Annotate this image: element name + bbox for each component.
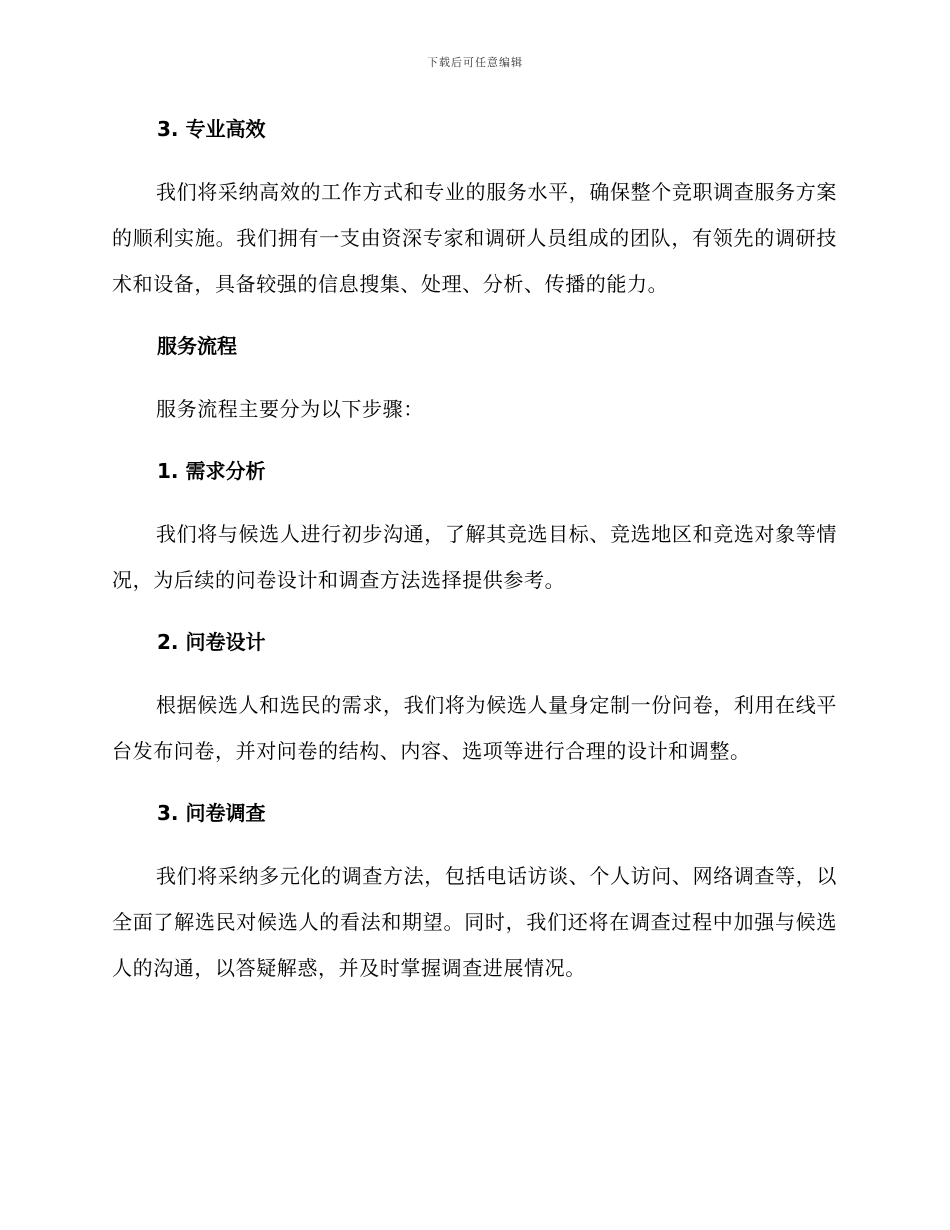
header-note: 下载后可任意编辑: [427, 56, 523, 69]
section-heading-questionnaire-design: 2. 问卷设计: [157, 630, 266, 654]
section-paragraph-service-process: 服务流程主要分为以下步骤：: [156, 397, 424, 421]
section-paragraph-questionnaire-design: 根据候选人和选民的需求，我们将为候选人量身定制一份问卷，利用在线平台发布问卷，并对问卷的结构、内容、选项等进行合理的设计和调整。: [112, 693, 837, 763]
section-paragraph-questionnaire-survey: 我们将采纳多元化的调查方法，包括电话访谈、个人访问、网络调查等，以全面了解选民对候选人的看法和期望。同时，我们还将在调查过程中加强与候选人的沟通，以答疑解惑，并及时掌握调查进展情况。: [112, 864, 837, 980]
section-paragraph-professional: 我们将采纳高效的工作方式和专业的服务水平，确保整个竞职调查服务方案的顺利实施。我们拥有一支由资深专家和调研人员组成的团队，有领先的调研技术和设备，具备较强的信息搜集、处理、分析、传播的能力。: [112, 180, 837, 296]
section-heading-questionnaire-survey: 3. 问卷调查: [157, 801, 266, 825]
section-heading-professional: 3. 专业高效: [157, 117, 266, 141]
section-heading-needs-analysis: 1. 需求分析: [157, 459, 266, 483]
document-body: [112, 112, 837, 991]
section-heading-service-process: 服务流程: [157, 334, 237, 358]
section-paragraph-needs-analysis: 我们将与候选人进行初步沟通，了解其竞选目标、竞选地区和竞选对象等情况，为后续的问卷设计和调查方法选择提供参考。: [112, 522, 837, 592]
